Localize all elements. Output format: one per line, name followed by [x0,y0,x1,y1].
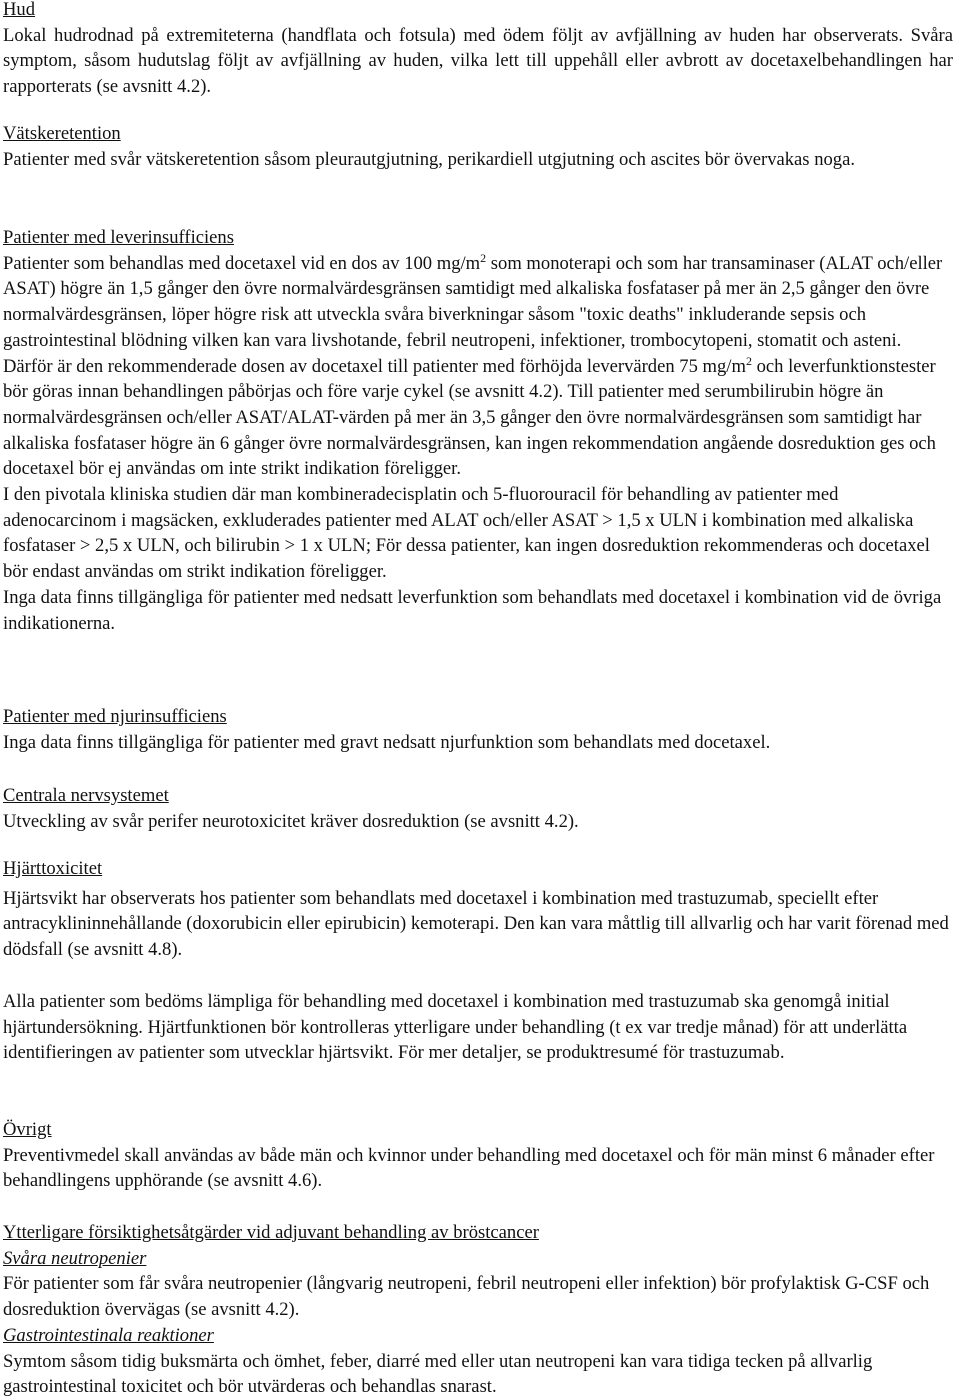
paragraph-lever-1 [3,251,953,482]
subheading-neutropenier: Svåra neutropenier [3,1247,147,1269]
paragraph-vatskeretention: Patienter med svår vätskeretention såsom pleurautgjutning, perikardiell utgjutning och ascites bör övervakas noga. [3,148,855,170]
lever-text-c: och leverfunktionstester bör göras innan behandlingen påbörjas och före varje cykel (se avsnitt 4.2). Till patienter med serumbilirubin högre än normalvärdesgränsen och/eller ASAT/ALAT-värden på mer än 3,5 gånger den övre normalvärdesgränsen som samtidigt har alkaliska fosfataser högre än 6 gånger övre normalvärdesgränsen, kan ingen rekommendation angående dosreduktion ges och docetaxel bör ej användas om inte strikt indikation föreligger. [3,355,936,480]
paragraph-lever-2: I den pivotala kliniska studien där man kombineradecisplatin och 5-fluorouracil för behandling av patienter med adenocarcinom i magsäcken, exkluderades patienter med ALAT och/eller ASAT > 1,5 x ULN i kombination med alkaliska fosfataser > 2,5 x ULN, och bilirubin > 1 x ULN; För dessa patienter, kan ingen dosreduktion rekommenderas och docetaxel bör endast användas om strikt indikation föreligger. [3,484,930,583]
heading-adjuvant: Ytterligare försiktighetsåtgärder vid adjuvant behandling av bröstcancer [3,1222,539,1243]
superscript-2: 2 [480,250,487,265]
section-vatskeretention [3,121,953,172]
paragraph-hjarta-1: Hjärtsvikt har observerats hos patienter som behandlats med docetaxel i kombination med trastuzumab, speciellt efter antracyklininnehållande (doxorubicin eller epirubicin) kemoterapi. Den kan vara måttlig till allvarlig och har varit förenad med dödsfall (se avsnitt 4.8). [3,887,949,961]
paragraph-hjarta-2: Alla patienter som bedöms lämpliga för behandling med docetaxel i kombination med trastuzumab ska genomgå initial hjärtundersökning. Hjärtfunktionen bör kontrolleras ytterligare under behandling (t ex var tredje månad) för att underlätta identifieringen av patienter som utvecklar hjärtsvikt. För mer detaljer, se produktresumé för trastuzumab. [3,990,908,1064]
section-cns [3,783,953,834]
section-leverinsufficiens [3,225,953,636]
heading-vatskeretention: Vätskeretention [3,123,121,144]
paragraph-neutropenier: För patienter som får svåra neutropenier (långvarig neutropeni, febril neutropeni eller infektion) bör profylaktisk G-CSF och dosreduktion övervägas (se avsnitt 4.2). [3,1273,930,1321]
heading-cns: Centrala nervsystemet [3,785,169,806]
lever-text-b: som monoterapi och som har transaminaser (ALAT och/eller ASAT) högre än 1,5 gånger den övre normalvärdesgränsen samtidigt med alkaliska fosfataser på mer än 2,5 gånger den övre normalvärdesgränsen, löper högre risk att utveckla svåra biverkningar såsom "toxic deaths" inkluderande sepsis och gastrointestinal blödning vilken kan vara livshotande, febril neutropeni, infektioner, trombocytopeni, stomatit och asteni. Därför är den rekommenderade dosen av docetaxel till patienter med förhöjda levervärden 75 mg/m [3,252,943,377]
heading-ovrigt: Övrigt [3,1119,52,1140]
section-njurinsufficiens [3,704,953,755]
heading-njurinsufficiens: Patienter med njurinsufficiens [3,706,227,727]
paragraph-njur: Inga data finns tillgängliga för patienter med gravt nedsatt njurfunktion som behandlats med docetaxel. [3,731,771,753]
superscript-2: 2 [745,353,752,368]
section-hjarttoxicitet [3,856,953,1066]
section-hud [3,0,953,100]
paragraph-lever-3: Inga data finns tillgängliga för patienter med nedsatt leverfunktion som behandlats med docetaxel i kombination vid de övriga indikationerna. [3,586,942,634]
heading-leverinsufficiens: Patienter med leverinsufficiens [3,227,234,248]
subheading-gastrointestinala: Gastrointestinala reaktioner [3,1324,214,1346]
paragraph-cns: Utveckling av svår perifer neurotoxicitet kräver dosreduktion (se avsnitt 4.2). [3,810,579,832]
lever-text-a: Patienter som behandlas med docetaxel vid en dos av 100 mg/m [3,252,481,274]
section-ovrigt [3,1117,953,1194]
paragraph-hud: Lokal hudrodnad på extremiteterna (handflata och fotsula) med ödem följt av avfjällning av huden har observerats. Svåra symptom, såsom hudutslag följt av avfjällning av huden, vilka lett till uppehåll eller avbrott av docetaxelbehandlingen har rapporterats (se avsnitt 4.2). [3,24,953,98]
paragraph-gastrointestinala: Symtom såsom tidig buksmärta och ömhet, feber, diarré med eller utan neutropeni kan vara tidiga tecken på allvarlig gastrointestinal toxicitet och bör utvärderas och behandlas snarast. [3,1350,873,1398]
section-adjuvant [3,1220,953,1400]
heading-hjarttoxicitet: Hjärttoxicitet [3,858,103,879]
paragraph-ovrigt: Preventivmedel skall användas av både män och kvinnor under behandling med docetaxel och för män minst 6 månader efter behandlingens upphörande (se avsnitt 4.6). [3,1144,935,1192]
heading-hud: Hud [3,0,36,20]
